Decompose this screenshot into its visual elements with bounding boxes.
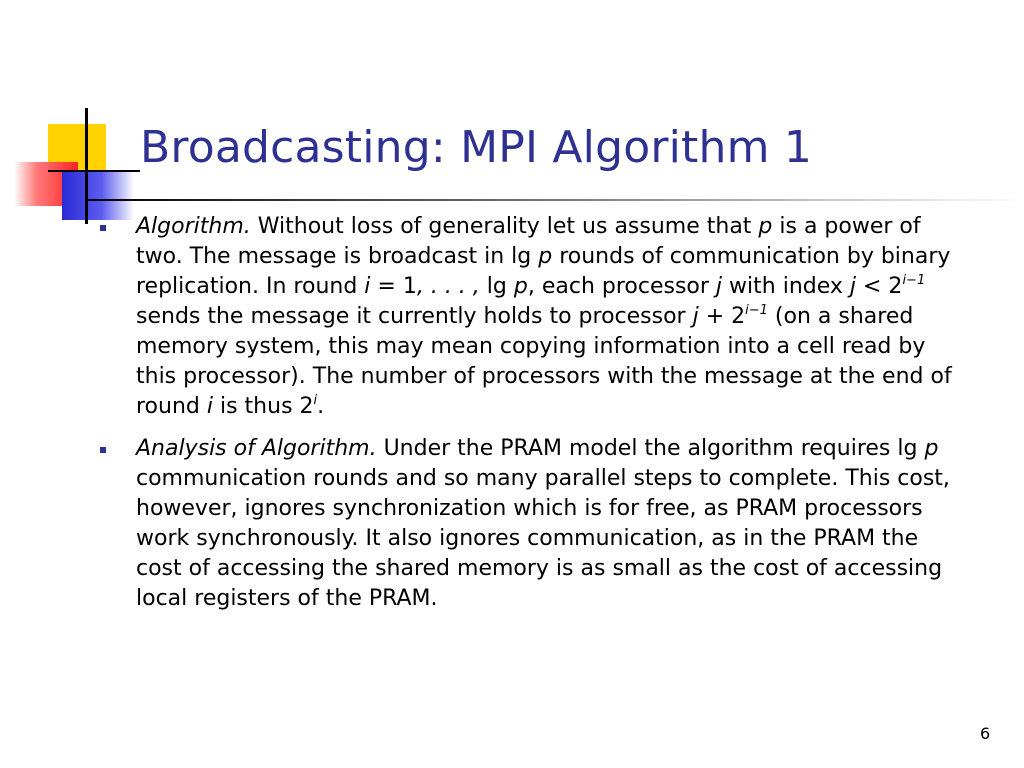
- text: < 2: [856, 274, 903, 299]
- var-i: i: [364, 274, 371, 299]
- vertical-line: [85, 108, 88, 224]
- bullet-lead: Algorithm.: [136, 214, 251, 239]
- slide-title: Broadcasting: MPI Algorithm 1: [140, 122, 813, 173]
- square-bullet-icon: [100, 225, 106, 231]
- ellipsis: , . . . ,: [416, 274, 480, 299]
- bullet-item-analysis: [96, 434, 966, 614]
- text: sends the message it currently holds to processor: [136, 304, 693, 329]
- text: lg: [479, 274, 514, 299]
- var-p: p: [538, 244, 553, 269]
- square-bullet-icon: [100, 447, 106, 453]
- text: rounds of communication by binary replication. In round: [136, 244, 951, 299]
- var-j: j: [849, 274, 857, 299]
- exponent: i−1: [745, 303, 768, 318]
- text: is a power of two. The message is broadcast in lg: [136, 214, 921, 269]
- text: (on a shared memory system, this may mean copying information into a cell read by this processor). The number of processors with the message at the end of round: [136, 304, 952, 419]
- bullet-list: [96, 212, 966, 626]
- var-p: p: [758, 214, 773, 239]
- var-p: p: [513, 274, 528, 299]
- text: with index: [722, 274, 850, 299]
- text: .: [317, 394, 325, 419]
- title-divider: [86, 199, 1024, 201]
- text: + 2: [698, 304, 746, 329]
- decorative-squares-logo: [0, 0, 140, 230]
- text: communication rounds and so many parallel steps to complete. This cost, however, ignores synchronization which is for free, as PRAM processors work synchronously. It also ignores communication, as in the PRAM the cost of accessing the shared memory is as small as the cost of accessing local registers of the PRAM.: [136, 466, 950, 611]
- horizontal-line: [48, 170, 140, 172]
- var-j: j: [692, 304, 699, 329]
- text: is thus 2: [213, 394, 314, 419]
- page-number: 6: [980, 724, 991, 743]
- text: Without loss of generality let us assume that: [250, 214, 759, 239]
- text: Under the PRAM model the algorithm requires lg: [376, 436, 925, 461]
- var-i: i: [206, 394, 213, 419]
- text: = 1: [370, 274, 417, 299]
- bullet-lead: Analysis of Algorithm.: [136, 436, 377, 461]
- exponent: i: [313, 393, 318, 408]
- exponent: i−1: [902, 273, 926, 288]
- var-j: j: [715, 274, 723, 299]
- var-p: p: [924, 436, 939, 461]
- bullet-item-algorithm: [96, 212, 966, 422]
- text: , each processor: [527, 274, 716, 299]
